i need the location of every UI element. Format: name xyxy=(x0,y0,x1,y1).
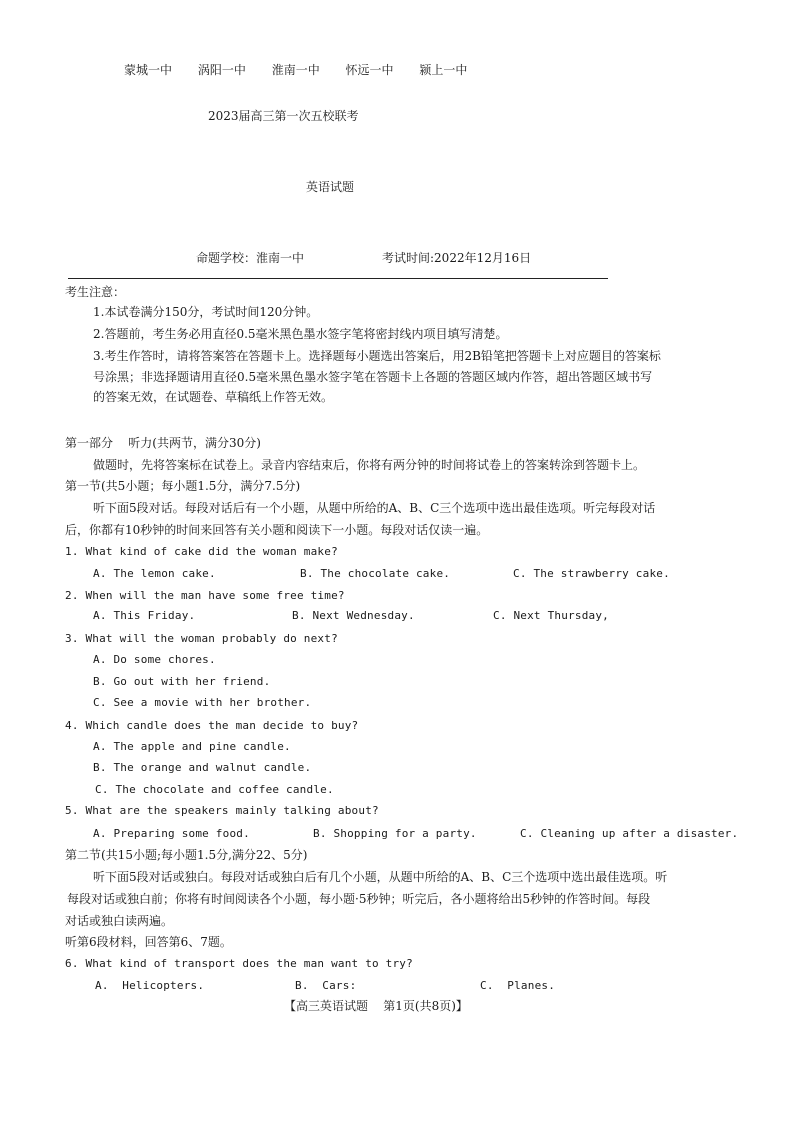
option-c: C. Planes. xyxy=(480,979,556,992)
option-c: C. Next Thursday, xyxy=(493,609,609,622)
school-name: 怀远一中 xyxy=(345,63,394,77)
school-name: 淮南一中 xyxy=(271,63,320,77)
option-b: B. The chocolate cake. xyxy=(300,567,451,580)
section-intro: 每段对话或独白前；你将有时间阅读各个小题，每小题·5秒钟；听完后，各小题将给出5秒钟的作答时间。每段 xyxy=(67,892,651,906)
section-intro: 后，你都有10秒钟的时间来回答有关小题和阅读下一小题。每段对话仅读一遍。 xyxy=(65,523,489,537)
exam-title: 2023届高三第一次五校联考 xyxy=(208,109,359,123)
question-stem: 5. What are the speakers mainly talking about? xyxy=(65,804,379,817)
option-a: A. Preparing some food. xyxy=(93,827,250,840)
setter-school: 命题学校：淮南一中 xyxy=(196,251,305,265)
notice-title: 考生注意： xyxy=(65,285,126,299)
subject-title: 英语试题 xyxy=(306,180,355,194)
school-name: 涡阳一中 xyxy=(197,63,246,77)
header-rule xyxy=(68,278,608,279)
option-c: C. The chocolate and coffee candle. xyxy=(95,783,334,796)
section-title: 第一节(共5小题；每小题1.5分，满分7.5分) xyxy=(65,479,301,493)
option-b: B. Next Wednesday. xyxy=(292,609,415,622)
section-intro: 对话或独白读两遍。 xyxy=(65,914,174,928)
question-stem: 4. Which candle does the man decide to buy? xyxy=(65,719,359,732)
notice-item: 号涂黑；非选择题请用直径0.5毫米黑色墨水签字笔在答题卡上各题的答题区域内作答，超出答题区域书写 xyxy=(93,370,653,384)
option-b: B. Go out with her friend. xyxy=(93,675,271,688)
option-c: C. See a movie with her brother. xyxy=(93,696,312,709)
option-b: B. The orange and walnut candle. xyxy=(93,761,312,774)
school-list xyxy=(124,62,489,78)
notice-item: 2.答题前，考生务必用直径0.5毫米黑色墨水签字笔将密封线内项目填写清楚。 xyxy=(93,327,508,341)
option-c: C. The strawberry cake. xyxy=(513,567,670,580)
question-stem: 2. When will the man have some free time? xyxy=(65,589,345,602)
section-title: 第二节(共15小题;每小题1.5分,满分22、5分) xyxy=(65,848,308,862)
option-a: A. The lemon cake. xyxy=(93,567,216,580)
notice-item: 的答案无效，在试题卷、草稿纸上作答无效。 xyxy=(93,390,334,404)
option-b: B. Shopping for a party. xyxy=(313,827,477,840)
material-instruction: 听第6段材料，回答第6、7题。 xyxy=(65,935,232,949)
option-a: A. The apple and pine candle. xyxy=(93,740,291,753)
exam-time: 考试时间:2022年12月16日 xyxy=(382,251,532,265)
notice-item: 3.考生作答时，请将答案答在答题卡上。选择题每小题选出答案后，用2B铅笔把答题卡上对应题目的答案标 xyxy=(93,349,661,363)
section-intro: 听下面5段对话。每段对话后有一个小题，从题中所给的A、B、C三个选项中选出最佳选项。听完每段对话 xyxy=(93,501,656,515)
part-intro: 做题时，先将答案标在试卷上。录音内容结束后，你将有两分钟的时间将试卷上的答案转涂到答题卡上。 xyxy=(93,458,646,472)
notice-item: 1.本试卷满分150分，考试时间120分钟。 xyxy=(93,305,319,319)
school-name: 蒙城一中 xyxy=(124,63,173,77)
question-stem: 1. What kind of cake did the woman make? xyxy=(65,545,338,558)
part-title: 第一部分 听力(共两节，满分30分) xyxy=(65,436,261,450)
question-stem: 6. What kind of transport does the man want to try? xyxy=(65,957,413,970)
option-b: B. Cars: xyxy=(295,979,357,992)
page-footer: 【高三英语试题 第1页(共8页)】 xyxy=(284,999,468,1013)
option-a: A. Do some chores. xyxy=(93,653,216,666)
option-c: C. Cleaning up after a disaster. xyxy=(520,827,739,840)
section-intro: 听下面5段对话或独白。每段对话或独白后有几个小题，从题中所给的A、B、C三个选项中选出最佳选项。听 xyxy=(93,870,668,884)
school-name: 颍上一中 xyxy=(419,63,468,77)
question-stem: 3. What will the woman probably do next? xyxy=(65,632,338,645)
option-a: A. Helicopters. xyxy=(95,979,205,992)
option-a: A. This Friday. xyxy=(93,609,196,622)
